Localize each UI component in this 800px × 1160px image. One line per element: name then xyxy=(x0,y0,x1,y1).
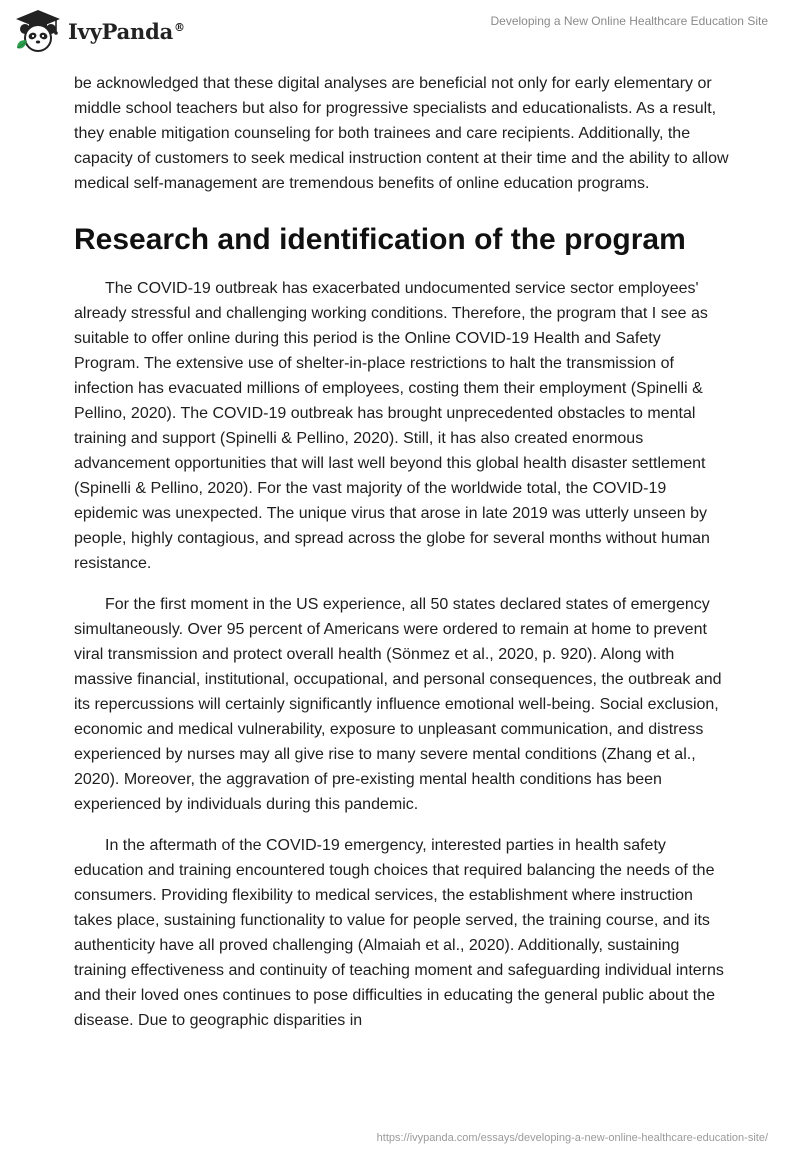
document-title: Developing a New Online Healthcare Education Site xyxy=(490,14,768,28)
panda-graduate-icon xyxy=(14,8,62,54)
footer-url-link[interactable]: https://ivypanda.com/essays/developing-a-new-online-healthcare-education-site/ xyxy=(376,1132,768,1144)
brand-name: IvyPanda® xyxy=(68,18,185,44)
page-header xyxy=(0,0,800,72)
body-paragraph-1: The COVID-19 outbreak has exacerbated undocumented service sector employees' already stressful and challenging working conditions. Therefore, the program that I see as suitable to offer online during this period is the Online COVID-19 Health and Safety Program. The extensive use of shelter-in-place restrictions to halt the transmission of infection has evacuated millions of employees, costing them their employment (Spinelli & Pellino, 2020). The COVID-19 outbreak has brought unprecedented obstacles to mental training and support (Spinelli & Pellino, 2020). Still, it has also created enormous advancement opportunities that will last well beyond this global health disaster settlement (Spinelli & Pellino, 2020). For the vast majority of the worldwide total, the COVID-19 epidemic was unexpected. The unique virus that arose in late 2019 was utterly unseen by people, highly contagious, and spread across the globe for several months without human resistance. xyxy=(74,280,710,572)
body-paragraph-2: For the first moment in the US experience, all 50 states declared states of emergency simultaneously. Over 95 percent of Americans were ordered to remain at home to prevent viral transmission and protect overall health (Sönmez et al., 2020, p. 920). Along with massive financial, institutional, occupational, and personal consequences, the outbreak and its repercussions will certainly significantly influence emotional well-being. Social exclusion, economic and medical vulnerability, exposure to unpleasant communication, and distress experienced by nurses may all give rise to many severe mental conditions (Zhang et al., 2020). Moreover, the aggravation of pre-existing mental health conditions has been experienced by individuals during this pandemic. xyxy=(74,596,722,813)
body-paragraph-3: In the aftermath of the COVID-19 emergency, interested parties in health safety education and training encountered tough choices that required balancing the needs of the consumers. Providing flexibility to medical services, the establishment where instruction takes place, sustaining functionality to value for people served, the training course, and its authenticity have all proved challenging (Almaiah et al., 2020). Additionally, sustaining training effectiveness and continuity of teaching moment and safeguarding individual interns and their loved ones continues to pose difficulties in educating the general public about the disease. Due to geographic disparities in xyxy=(74,837,724,1029)
ivypanda-logo[interactable] xyxy=(14,8,185,54)
intro-paragraph: be acknowledged that these digital analyses are beneficial not only for early elementary or middle school teachers but also for progressive specialists and educationalists. As a result, they enable mitigation counseling for both trainees and care recipients. Additionally, the capacity of customers to seek medical instruction content at their time and the ability to allow medical self-management are tremendous benefits of online education programs. xyxy=(74,75,729,192)
registered-mark: ® xyxy=(174,20,185,34)
essay-content xyxy=(74,71,730,1049)
section-heading: Research and identification of the program xyxy=(74,223,686,256)
